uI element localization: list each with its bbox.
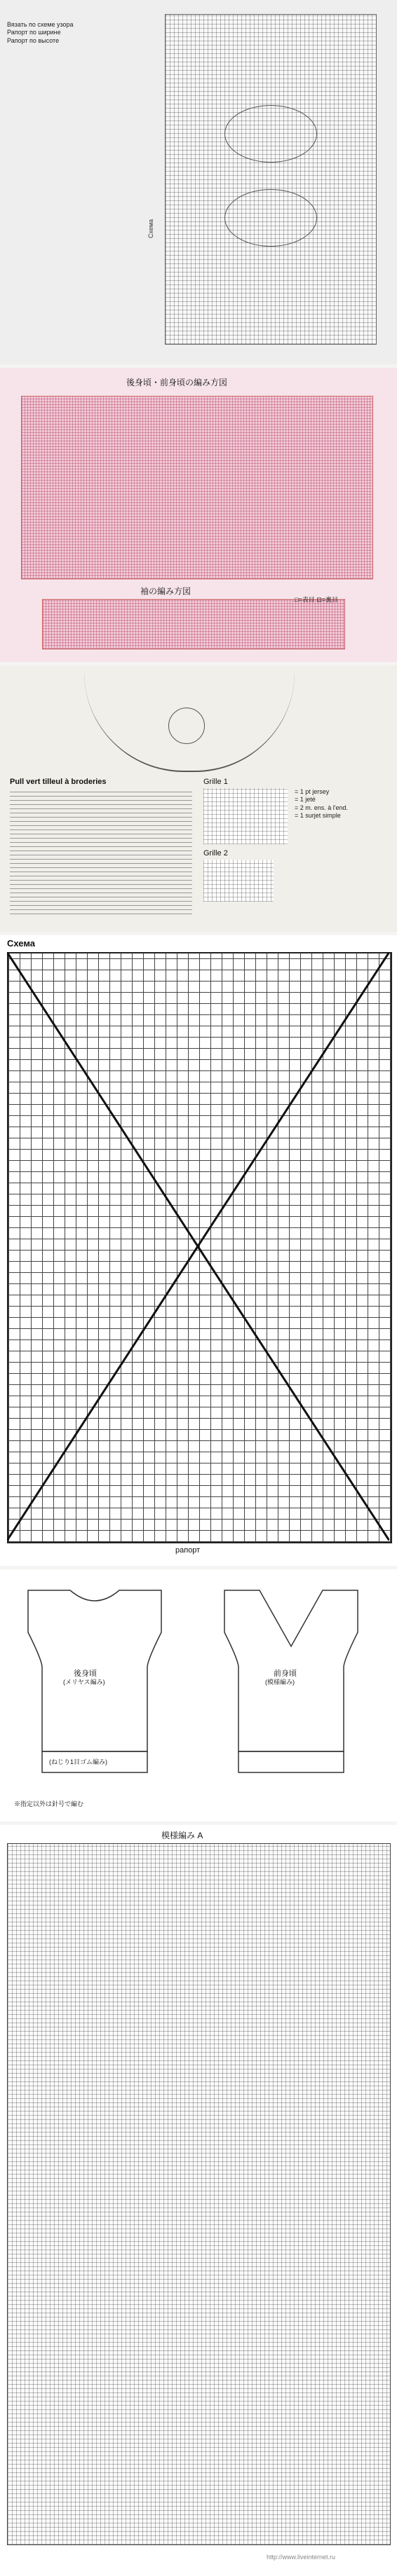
legend-item: = 1 pt jersey <box>295 788 330 795</box>
grille-2-label: Grille 2 <box>203 849 228 857</box>
panel-schematic <box>0 1569 397 1821</box>
pattern-instructions <box>10 792 192 918</box>
diamond-motif <box>224 105 317 163</box>
panel-pattern-a <box>0 1825 397 2576</box>
note-line: Рапорт по ширине <box>7 29 61 36</box>
front-schematic <box>210 1583 372 1793</box>
grille-2 <box>203 860 274 902</box>
panel-rotated-chart <box>0 0 397 364</box>
chart-title-sleeve: 袖の編み方図 <box>140 586 191 596</box>
panel-symbol-chart <box>0 935 397 1566</box>
grille-1 <box>203 788 288 844</box>
rib-label: (ねじり1目ゴム編み) <box>49 1758 107 1765</box>
note-line: Рапорт по высоте <box>7 36 60 44</box>
front-sub: (模様編み) <box>265 1679 295 1686</box>
panel-embroidery <box>0 666 397 932</box>
back-sub: (メリヤス編み) <box>63 1679 105 1686</box>
back-label: 後身頃 <box>74 1669 97 1678</box>
sleeve-chart <box>42 599 345 649</box>
panel-pink-chart <box>0 368 397 662</box>
legend: □=表目 ⊡=裏目 <box>295 596 338 603</box>
body-chart <box>21 396 373 579</box>
diamond-lines <box>7 952 389 1541</box>
legend-list <box>295 788 393 820</box>
pattern-a-chart <box>7 1843 391 2545</box>
footnote: ※指定以外は針号で編む <box>14 1800 84 1807</box>
lace-chart-1 <box>165 14 377 345</box>
chart-title-body: 後身頃・前身頃の編み方図 <box>126 378 228 387</box>
note-line: Вязать по схеме узора <box>7 21 74 28</box>
legend-item: = 1 jeté <box>295 796 316 804</box>
front-label: 前身頃 <box>274 1669 297 1678</box>
footer-label: рапорт <box>175 1546 201 1555</box>
instructions-block <box>7 21 154 45</box>
legend-item: = 1 surjet simple <box>295 811 341 819</box>
watermark: http://www.liveinternet.ru <box>267 2554 336 2561</box>
grille-1-label: Grille 1 <box>203 778 228 786</box>
chart-header: Схема <box>147 219 154 238</box>
rose-motif <box>168 708 205 744</box>
legend-item: = 2 m. ens. à l'end. <box>295 804 349 811</box>
diamond-motif <box>224 189 317 247</box>
pattern-title: Pull vert tilleul à broderies <box>10 778 107 786</box>
pattern-a-title: 模様編み A <box>161 1831 203 1840</box>
chart-header: Схема <box>7 938 36 949</box>
